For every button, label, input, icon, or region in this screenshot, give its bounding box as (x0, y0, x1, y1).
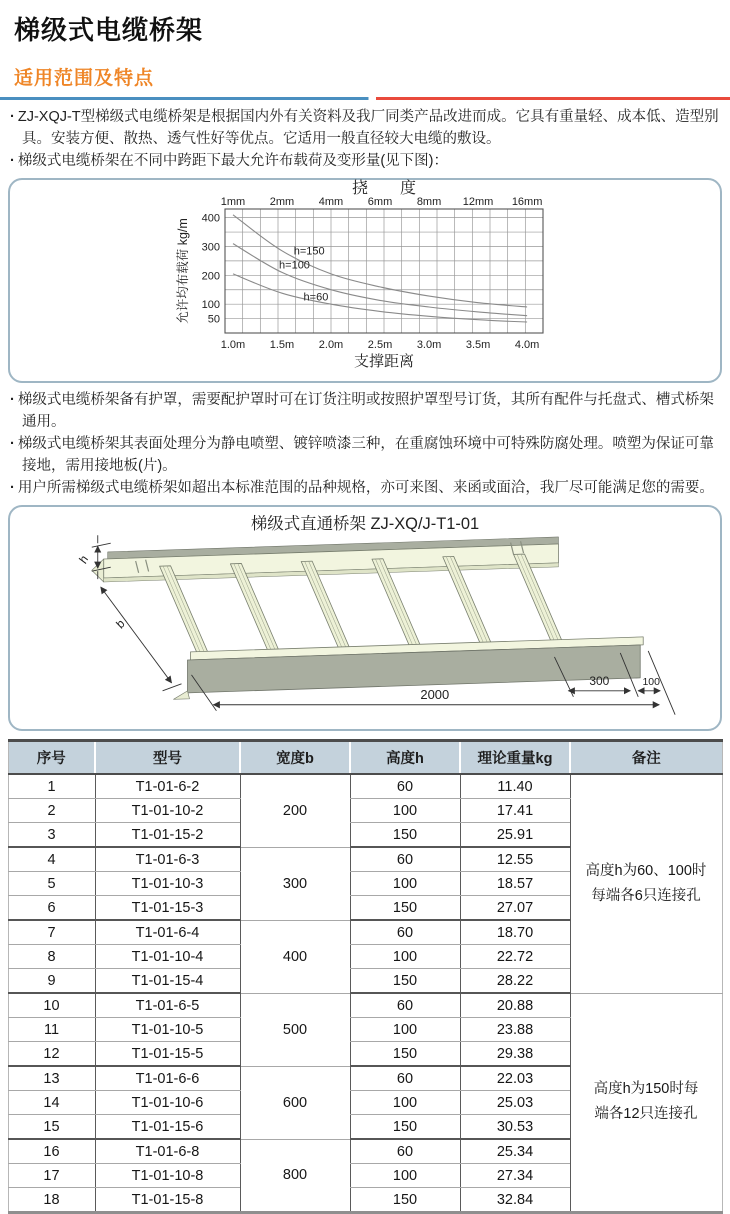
cell-weight: 28.22 (460, 969, 570, 994)
cell-model: T1-01-6-2 (95, 774, 240, 799)
page-title: 梯级式电缆桥架 (14, 15, 204, 45)
bullet-item: · 梯级式电缆桥架其表面处理分为静电喷塑、镀锌喷漆三种，在重腐蚀环境中可特殊防腐处理。喷塑为保证可靠接地，需用接地板(片)。 (10, 433, 722, 477)
top-axis-tick: 4mm (318, 196, 344, 208)
y-axis-tick: 100 (201, 299, 220, 312)
cell-model: T1-01-10-8 (95, 1164, 240, 1188)
cell-model: T1-01-6-8 (95, 1139, 240, 1164)
cell-weight: 30.53 (460, 1115, 570, 1140)
y-axis-tick: 50 (207, 313, 220, 326)
cell-model: T1-01-10-2 (95, 799, 240, 823)
x-axis-tick: 4.0m (514, 339, 540, 351)
cell-remark (570, 774, 722, 993)
cell-index: 1 (8, 774, 95, 799)
cell-weight: 18.57 (460, 872, 570, 896)
cell-height: 150 (350, 1042, 460, 1067)
cell-model: T1-01-10-3 (95, 872, 240, 896)
dim-b-label: b (112, 617, 128, 631)
x-axis-tick: 1.0m (220, 339, 246, 351)
x-axis-tick: 1.5m (269, 339, 295, 351)
cell-height: 100 (350, 1164, 460, 1188)
cell-height: 150 (350, 823, 460, 848)
cell-height: 100 (350, 1091, 460, 1115)
cell-height: 60 (350, 993, 460, 1018)
cell-index: 7 (8, 920, 95, 945)
x-axis-tick: 3.5m (465, 339, 491, 351)
cell-index: 13 (8, 1066, 95, 1091)
table-row (8, 993, 722, 1018)
spec-table (8, 739, 723, 1214)
column-header: 型号 (95, 741, 240, 775)
cell-model: T1-01-10-6 (95, 1091, 240, 1115)
cell-weight: 20.88 (460, 993, 570, 1018)
cell-model: T1-01-15-4 (95, 969, 240, 994)
cell-model: T1-01-15-3 (95, 896, 240, 921)
curve-label-h=60: h=60 (303, 291, 329, 304)
bullet-item: · 梯级式电缆桥架备有护罩，需要配护罩时可在订货注明或按照护罩型号订货，其所有配件与托盘式、槽式桥架通用。 (10, 389, 722, 433)
cell-index: 2 (8, 799, 95, 823)
cell-model: T1-01-10-5 (95, 1018, 240, 1042)
cell-weight: 27.34 (460, 1164, 570, 1188)
top-axis-tick: 16mm (511, 196, 543, 208)
cell-width: 500 (240, 993, 350, 1066)
column-header: 宽度b (240, 741, 350, 775)
cell-model: T1-01-6-6 (95, 1066, 240, 1091)
cell-width: 200 (240, 774, 350, 847)
cell-height: 150 (350, 1188, 460, 1213)
remark-line: 高度h为150时每 (593, 1081, 699, 1098)
x-axis-tick: 2.5m (367, 339, 393, 351)
cell-weight: 22.72 (460, 945, 570, 969)
deflection-chart-panel (8, 178, 722, 383)
cell-height: 100 (350, 945, 460, 969)
cell-height: 100 (350, 872, 460, 896)
cell-width: 800 (240, 1139, 350, 1213)
bullet-item: · 用户所需梯级式电缆桥架如超出本标准范围的品种规格，亦可来图、来函或面洽，我厂尽可能满足您的需要。 (10, 477, 722, 499)
cell-model: T1-01-15-2 (95, 823, 240, 848)
bullet-item: · 梯级式电缆桥架在不同中跨距下最大允许布载荷及变形量(见下图)： (10, 150, 722, 172)
cell-index: 9 (8, 969, 95, 994)
column-header: 备注 (570, 741, 722, 775)
cell-weight: 29.38 (460, 1042, 570, 1067)
tray-isometric-drawing (10, 507, 720, 729)
cell-remark (570, 993, 722, 1213)
cell-weight: 32.84 (460, 1188, 570, 1213)
top-axis-tick: 12mm (462, 196, 494, 208)
deflection-chart-svg (175, 179, 555, 377)
cell-height: 150 (350, 896, 460, 921)
y-axis-label: 允许均布载荷 kg/m (176, 218, 190, 324)
cell-height: 150 (350, 1115, 460, 1140)
cell-index: 10 (8, 993, 95, 1018)
x-axis-label: 支撑距离 (353, 353, 415, 370)
dim-b (101, 587, 182, 691)
cell-index: 4 (8, 847, 95, 872)
cell-model: T1-01-15-6 (95, 1115, 240, 1140)
cell-weight: 25.03 (460, 1091, 570, 1115)
column-header: 理论重量kg (460, 741, 570, 775)
deflection-chart (175, 179, 555, 382)
cell-index: 15 (8, 1115, 95, 1140)
bullet-item: · ZJ-XQJ-T型梯级式电缆桥架是根据国内外有关资料及我厂同类产品改进而成。它具有重量轻、成本低、造型别具。安装方便、散热、透气性好等优点。它适用一般直径较大电缆的敷设。 (10, 106, 722, 150)
cell-index: 11 (8, 1018, 95, 1042)
cell-weight: 17.41 (460, 799, 570, 823)
cell-model: T1-01-6-3 (95, 847, 240, 872)
cell-index: 14 (8, 1091, 95, 1115)
cell-height: 60 (350, 774, 460, 799)
drawing-title: 梯级式直通桥架 ZJ-XQ/J-T1-01 (250, 515, 480, 534)
dim-h-label: h (75, 553, 92, 566)
curve-h=100 (233, 244, 527, 316)
cell-weight: 23.88 (460, 1018, 570, 1042)
top-axis-tick: 8mm (416, 196, 442, 208)
top-axis-tick: 2mm (269, 196, 295, 208)
cell-height: 150 (350, 969, 460, 994)
near-rail-foot (174, 691, 190, 700)
curve-label-h=150: h=150 (293, 245, 325, 258)
dim-100-label: 100 (642, 676, 660, 688)
cell-index: 16 (8, 1139, 95, 1164)
cell-index: 3 (8, 823, 95, 848)
y-axis-tick: 400 (201, 212, 220, 225)
cell-width: 400 (240, 920, 350, 993)
cell-index: 18 (8, 1188, 95, 1213)
remark-line: 每端各6只连接孔 (591, 887, 701, 904)
cell-height: 60 (350, 920, 460, 945)
cell-model: T1-01-15-5 (95, 1042, 240, 1067)
tray-drawing-panel (8, 505, 722, 731)
y-axis-tick: 200 (201, 270, 220, 283)
section-heading: 适用范围及特点 (14, 68, 155, 89)
cell-index: 12 (8, 1042, 95, 1067)
cell-height: 60 (350, 1066, 460, 1091)
cell-weight: 18.70 (460, 920, 570, 945)
cell-height: 100 (350, 1018, 460, 1042)
cell-index: 5 (8, 872, 95, 896)
tray-body (92, 534, 643, 702)
cell-index: 6 (8, 896, 95, 921)
cell-weight: 27.07 (460, 896, 570, 921)
dim-300-label: 300 (589, 673, 610, 688)
cell-height: 60 (350, 847, 460, 872)
cell-model: T1-01-10-4 (95, 945, 240, 969)
top-axis-tick: 6mm (367, 196, 393, 208)
cell-model: T1-01-6-4 (95, 920, 240, 945)
cell-weight: 22.03 (460, 1066, 570, 1091)
cell-model: T1-01-15-8 (95, 1188, 240, 1213)
notes-bullet-list (10, 389, 722, 499)
cell-height: 60 (350, 1139, 460, 1164)
intro-bullet-list (10, 106, 722, 172)
column-header: 序号 (8, 741, 95, 775)
section-divider (0, 97, 730, 100)
curve-h=60 (233, 274, 527, 322)
cell-index: 8 (8, 945, 95, 969)
curve-label-h=100: h=100 (279, 259, 310, 272)
cell-weight: 12.55 (460, 847, 570, 872)
dim-2000-label: 2000 (420, 686, 450, 702)
cell-weight: 25.34 (460, 1139, 570, 1164)
cell-width: 600 (240, 1066, 350, 1139)
remark-line: 高度h为60、100时 (585, 862, 707, 879)
x-axis-tick: 3.0m (416, 339, 442, 351)
cell-width: 300 (240, 847, 350, 920)
cell-weight: 11.40 (460, 774, 570, 799)
x-axis-tick: 2.0m (318, 339, 344, 351)
header-row (8, 741, 722, 775)
cell-weight: 25.91 (460, 823, 570, 848)
cell-height: 100 (350, 799, 460, 823)
column-header: 高度h (350, 741, 460, 775)
chart-title: 挠 度 (351, 180, 417, 197)
top-axis-tick: 1mm (220, 196, 246, 208)
remark-line: 端各12只连接孔 (594, 1106, 698, 1123)
table-row (8, 774, 722, 799)
cell-model: T1-01-6-5 (95, 993, 240, 1018)
cell-index: 17 (8, 1164, 95, 1188)
y-axis-tick: 300 (201, 241, 220, 254)
